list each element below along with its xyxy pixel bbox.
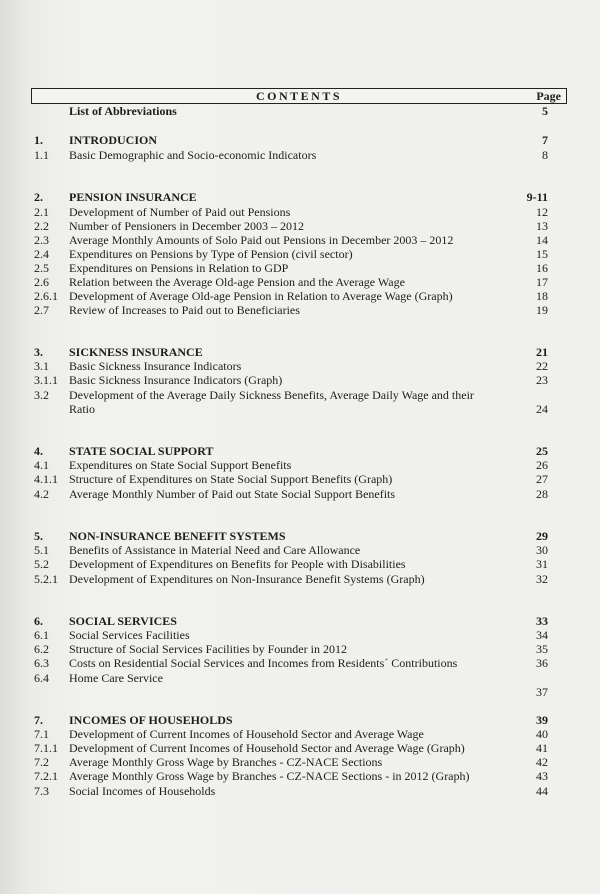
toc-entry-number: 5.2 <box>34 557 49 571</box>
toc-entry-number: 7.2 <box>34 755 49 769</box>
toc-entry-title: Development of the Average Daily Sickness Benefits, Average Daily Wage and their <box>69 388 474 402</box>
toc-entry-number: 2.4 <box>34 247 49 261</box>
toc-entry-number: 4.1.1 <box>34 472 58 486</box>
toc-entry-page: 26 <box>536 458 548 472</box>
toc-entry-title: PENSION INSURANCE <box>69 190 197 204</box>
toc-entry-page: 14 <box>536 233 548 247</box>
toc-entry-title: Average Monthly Amounts of Solo Paid out Pensions in December 2003 – 2012 <box>69 233 454 247</box>
toc-entry-title: Benefits of Assistance in Material Need and Care Allowance <box>69 543 361 557</box>
toc-entry-number: 2.2 <box>34 219 49 233</box>
toc-entry-title: Average Monthly Gross Wage by Branches - CZ-NACE Sections - in 2012 (Graph) <box>69 769 470 783</box>
toc-entry-title: STATE SOCIAL SUPPORT <box>69 444 214 458</box>
toc-entry-number: 7.1.1 <box>34 741 58 755</box>
toc-entry-title: Basic Sickness Insurance Indicators <box>69 359 242 373</box>
toc-entry-title: Development of Expenditures on Non-Insurance Benefit Systems (Graph) <box>69 572 425 586</box>
contents-header <box>31 88 567 104</box>
toc-entry-page: 34 <box>536 628 548 642</box>
toc-entry-title: Development of Current Incomes of Household Sector and Average Wage <box>69 727 424 741</box>
toc-entry-number: 3.2 <box>34 388 49 402</box>
toc-entry-page: 12 <box>536 205 548 219</box>
toc-entry-number: 6.4 <box>34 671 49 685</box>
toc-entry-page: 37 <box>536 685 548 699</box>
toc-entry-number: 7.1 <box>34 727 49 741</box>
toc-entry-number: 4.1 <box>34 458 49 472</box>
toc-entry-page: 36 <box>536 656 548 670</box>
toc-entry-number: 2.5 <box>34 261 49 275</box>
toc-entry-page: 33 <box>536 614 548 628</box>
toc-entry-page: 18 <box>536 289 548 303</box>
toc-entry-title: INTRODUCION <box>69 133 158 147</box>
toc-entry-number: 2.3 <box>34 233 49 247</box>
toc-entry-page: 43 <box>536 769 548 783</box>
toc-entry-page: 16 <box>536 261 548 275</box>
toc-entry-title: NON-INSURANCE BENEFIT SYSTEMS <box>69 529 286 543</box>
toc-entry-page: 42 <box>536 755 548 769</box>
toc-entry-page: 17 <box>536 275 548 289</box>
toc-entry-number: 1. <box>34 133 43 147</box>
toc-entry-page: 29 <box>536 529 548 543</box>
toc-entry-number: 2. <box>34 190 43 204</box>
toc-entry-title: Ratio <box>69 402 95 416</box>
toc-entry-title: SOCIAL SERVICES <box>69 614 177 628</box>
toc-entry-page: 27 <box>536 472 548 486</box>
toc-entry-number: 2.6 <box>34 275 49 289</box>
toc-entry-title: Social Services Facilities <box>69 628 190 642</box>
toc-entry-title: Development of Expenditures on Benefits for People with Disabilities <box>69 557 406 571</box>
toc-entry-page: 8 <box>542 148 548 162</box>
contents-title: CONTENTS <box>255 89 343 103</box>
toc-entry-number: 3.1 <box>34 359 49 373</box>
toc-entry-page: 15 <box>536 247 548 261</box>
toc-entry-number: 7.3 <box>34 784 49 798</box>
toc-entry-title: Structure of Expenditures on State Social Support Benefits (Graph) <box>69 472 393 486</box>
toc-entry-page: 44 <box>536 784 548 798</box>
toc-entry-number: 1.1 <box>34 148 49 162</box>
toc-entry-number: 6. <box>34 614 43 628</box>
toc-entry-page: 35 <box>536 642 548 656</box>
toc-entry-title: Average Monthly Number of Paid out State Social Support Benefits <box>69 487 396 501</box>
toc-entry-page: 23 <box>536 373 548 387</box>
toc-entry-title: Costs on Residential Social Services and Incomes from Residents´ Contributions <box>69 656 458 670</box>
toc-entry-page: 22 <box>536 359 548 373</box>
toc-entry-number: 2.7 <box>34 303 49 317</box>
toc-entry-number: 3.1.1 <box>34 373 58 387</box>
toc-entry-title: Number of Pensioners in December 2003 – 2012 <box>69 219 304 233</box>
toc-entry-title: Structure of Social Services Facilities by Founder in 2012 <box>69 642 347 656</box>
toc-entry-title: Expenditures on State Social Support Benefits <box>69 458 292 472</box>
toc-entry-title: Development of Current Incomes of Household Sector and Average Wage (Graph) <box>69 741 465 755</box>
toc-entry-page: 41 <box>536 741 548 755</box>
toc-entry-number: 2.1 <box>34 205 49 219</box>
toc-entry-number: 5. <box>34 529 43 543</box>
toc-entry-title: Social Incomes of Households <box>69 784 216 798</box>
toc-entry-page: 19 <box>536 303 548 317</box>
toc-entry-title: SICKNESS INSURANCE <box>69 345 203 359</box>
toc-entry-title: Basic Demographic and Socio-economic Indicators <box>69 148 317 162</box>
toc-entry-number: 7.2.1 <box>34 769 58 783</box>
toc-entry-page: 25 <box>536 444 548 458</box>
toc-entry-page: 40 <box>536 727 548 741</box>
toc-entry-number: 6.1 <box>34 628 49 642</box>
toc-entry-number: 3. <box>34 345 43 359</box>
toc-entry-page: 13 <box>536 219 548 233</box>
toc-entry-title: Home Care Service <box>69 671 163 685</box>
toc-entry-page: 31 <box>536 557 548 571</box>
toc-entry-page: 30 <box>536 543 548 557</box>
toc-entry-title: Expenditures on Pensions by Type of Pension (civil sector) <box>69 247 353 261</box>
toc-entry-title: Development of Number of Paid out Pensions <box>69 205 291 219</box>
toc-entry-title: Expenditures on Pensions in Relation to GDP <box>69 261 289 275</box>
toc-entry-number: 4. <box>34 444 43 458</box>
toc-entry-page: 39 <box>536 713 548 727</box>
toc-entry-page: 21 <box>536 345 548 359</box>
toc-entry-title: List of Abbreviations <box>69 104 177 118</box>
toc-entry-number: 4.2 <box>34 487 49 501</box>
toc-entry-number: 6.2 <box>34 642 49 656</box>
toc-entry-title: Relation between the Average Old-age Pension and the Average Wage <box>69 275 405 289</box>
toc-entry-title: Basic Sickness Insurance Indicators (Graph) <box>69 373 283 387</box>
toc-entry-page: 5 <box>542 104 548 118</box>
toc-entry-number: 5.1 <box>34 543 49 557</box>
toc-entry-number: 2.6.1 <box>34 289 58 303</box>
toc-entry-title: INCOMES OF HOUSEHOLDS <box>69 713 233 727</box>
toc-entry-page: 7 <box>542 133 548 147</box>
toc-entry-title: Development of Average Old-age Pension in Relation to Average Wage (Graph) <box>69 289 453 303</box>
toc-entry-page: 9-11 <box>526 190 548 204</box>
toc-entry-number: 6.3 <box>34 656 49 670</box>
page-column-label: Page <box>536 89 561 103</box>
toc-entry-title: Review of Increases to Paid out to Beneficiaries <box>69 303 300 317</box>
toc-entry-page: 28 <box>536 487 548 501</box>
toc-entry-title: Average Monthly Gross Wage by Branches - CZ-NACE Sections <box>69 755 383 769</box>
toc-entry-number: 5.2.1 <box>34 572 58 586</box>
toc-entry-page: 32 <box>536 572 548 586</box>
toc-entry-number: 7. <box>34 713 43 727</box>
toc-entry-page: 24 <box>536 402 548 416</box>
